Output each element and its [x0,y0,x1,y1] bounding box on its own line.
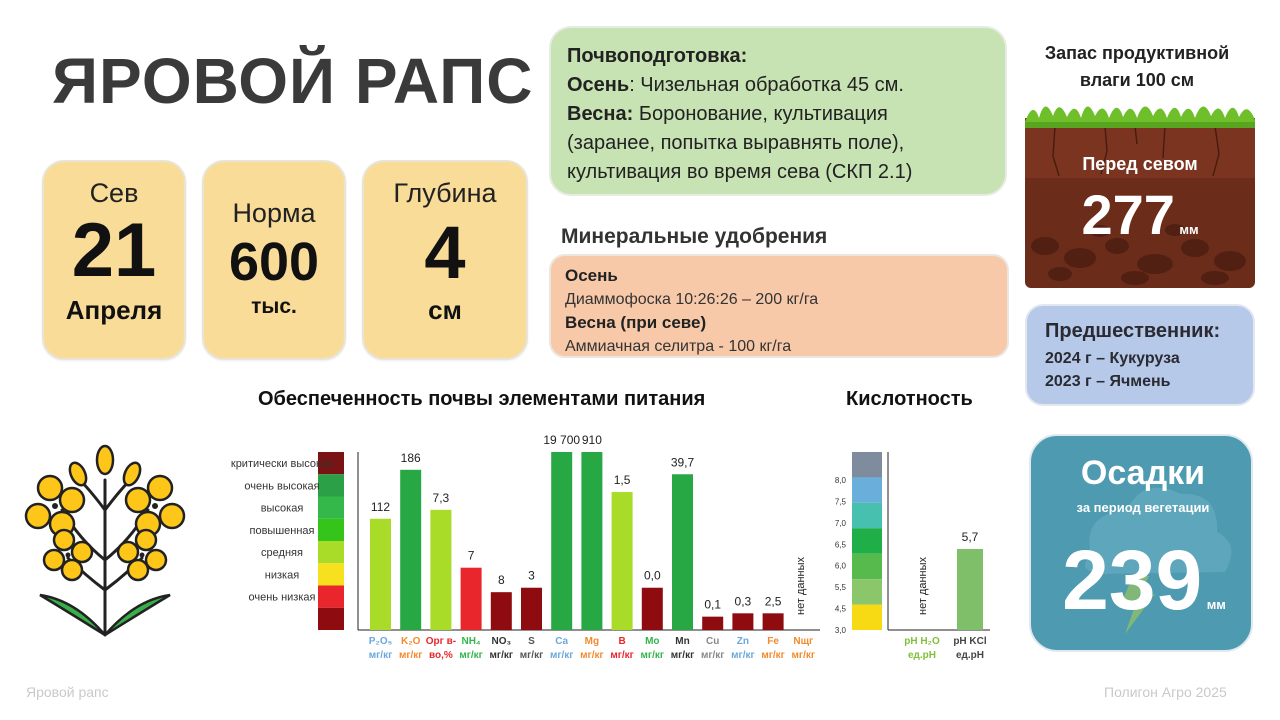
ph-category-label: pH H₂O [904,636,940,647]
bar [612,492,633,630]
bar [461,568,482,630]
seeding-rate-label: Норма [232,198,316,228]
scale-segment [318,563,344,585]
category-label: Mo [645,636,660,647]
precipitation-unit: мм [1206,597,1226,612]
scale-segment [318,541,344,563]
category-unit-label: мг/кг [549,650,574,661]
bar-value-label: 186 [400,450,421,465]
category-unit-label: мг/кг [761,650,785,661]
bar-value-label: 19 700 [543,433,581,447]
category-unit-label: мг/кг [700,650,725,661]
seeding-rate-unit: тыс. [251,295,297,318]
scale-level-label: повышенная [249,524,315,537]
bar [491,592,512,630]
bar-value-label: 910 [581,433,602,447]
seeding-rate-card [202,160,346,360]
seeding-rate-value: 600 [228,232,320,292]
ph-scale-segment [852,554,882,579]
soil-prep-line4: культивация во время сева (СКП 2.1) [567,161,913,183]
precipitation-heading: Осадки [1080,454,1206,492]
category-label: P₂O₅ [368,636,393,647]
precipitation-value-row [1037,532,1251,629]
ph-tick-label: 4,5 [834,604,846,614]
soil-prep-autumn-text: : Чизельная обработка 45 см. [629,74,904,96]
footer-right: Полигон Агро 2025 [1104,684,1227,700]
soil-prep-line3: (заранее, попытка выравнять поле), [567,132,905,154]
bar [581,452,602,630]
ph-tick-label: 6,0 [834,561,846,571]
bar [763,613,784,630]
bar-value-label: 39,7 [670,455,695,470]
category-label: Mg [584,636,600,647]
bar-value-label: 3 [528,568,535,583]
fertilizer-spring-text: Аммиачная селитра - 100 кг/га [565,338,792,355]
bar-value-label: 0,1 [704,597,722,612]
category-label: Mn [675,636,690,647]
fertilizer-autumn-label: Осень [565,266,618,285]
predecessor-line2: 2023 г – Ячмень [1045,373,1171,390]
fertilizer-heading: Минеральные удобрения [561,225,828,248]
ph-tick-label: 7,5 [834,497,846,507]
ph-tick-label: 8,0 [834,476,846,485]
bar [732,613,753,630]
category-unit-label: во,% [429,650,453,661]
category-unit-label: мг/кг [489,650,514,661]
soil-prep-spring-label: Весна: [567,103,634,125]
soil-prep-autumn-label: Осень [567,74,630,96]
ph-tick-label: 7,0 [834,518,846,528]
moisture-heading [1030,40,1244,94]
category-unit-label: мг/кг [580,650,604,661]
category-unit-label: мг/кг [731,650,755,661]
sowing-date-unit: Апреля [65,295,163,325]
ph-scale-segment [852,477,882,502]
bar-value-label: 0,3 [734,594,752,609]
category-label: NO₃ [491,636,512,647]
acidity-heading: Кислотность [846,388,973,410]
seeding-depth-unit: см [428,295,462,325]
moisture-label: Перед севом [1082,154,1198,174]
soil-prep-heading: Почвоподготовка: [567,45,748,67]
moisture-heading-line1: Запас продуктивной [1044,43,1230,63]
bar-value-label: 7,3 [432,490,450,505]
scale-segment [318,608,344,630]
scale-segment [318,497,344,519]
bar [642,588,663,630]
ph-category-label: pH KCl [953,636,987,647]
no-data-label: нет данных [795,556,807,615]
bar-value-label: 7 [467,548,475,563]
rapeseed-flower-icon [20,440,190,640]
category-label: K₂O [400,636,421,647]
moisture-heading-line2: влаги 100 см [1079,70,1195,90]
category-unit-label: мг/кг [459,650,483,661]
category-unit-label: мг/кг [640,650,665,661]
scale-segment [318,474,344,496]
precipitation-value: 239 [1062,533,1203,627]
ph-category-unit-label: ед.pH [955,650,985,661]
ph-no-data-label: нет данных [917,556,929,615]
category-label: Zn [736,636,750,647]
ph-tick-label: 6,5 [834,540,846,550]
category-unit-label: мг/кг [519,650,544,661]
ph-tick-label: 3,0 [834,626,846,635]
scale-level-label: низкая [264,569,300,582]
nutrients-heading: Обеспеченность почвы элементами питания [258,388,706,410]
predecessor-line1: 2024 г – Кукуруза [1045,350,1180,367]
soil-prep-box [549,26,1007,196]
bar [521,588,542,630]
page-title: ЯРОВОЙ РАПС [52,45,534,117]
fertilizer-spring-label: Весна (при севе) [565,313,707,332]
ph-scale-segment [852,503,882,528]
ph-category-unit-label: ед.pH [907,650,937,661]
seeding-depth-label: Глубина [393,178,497,208]
category-label: NH₄ [461,636,481,647]
ph-scale-segment [852,452,882,477]
scale-segment [318,586,344,608]
soil-prep-spring-text: Боронование, культивация [633,103,888,125]
scale-level-label: очень низкая [248,591,316,604]
footer-left: Яровой рапс [26,684,109,700]
ph-scale-segment [852,528,882,553]
category-unit-label: мг/кг [791,650,816,661]
moisture-value: 277 [1081,183,1175,246]
nutrients-chart [190,433,830,670]
bar-value-label: 112 [370,499,391,514]
scale-level-label: очень высокая [244,480,320,493]
predecessor-heading: Предшественник: [1045,320,1221,342]
sowing-date-value: 21 [71,208,157,293]
bar [370,519,391,630]
moisture-unit: мм [1179,222,1199,237]
fertilizer-box [549,254,1009,358]
category-label: Cu [706,636,720,647]
ph-scale-segment [852,579,882,604]
category-unit-label: мг/кг [610,650,634,661]
bar [430,510,451,630]
scale-level-label: высокая [260,502,304,515]
fertilizer-autumn-text: Диаммофоска 10:26:26 – 200 кг/га [565,291,819,308]
sowing-date-label: Сев [89,178,139,208]
ph-scale-segment [852,605,882,630]
category-label: S [528,636,535,647]
bar-value-label: 0,0 [643,568,661,583]
bar-value-label: 8 [497,573,505,588]
moisture-value-row [1025,182,1255,247]
bar-value-label: 2,5 [764,594,782,609]
bar [672,474,693,630]
sowing-date-card [42,160,186,360]
category-unit-label: мг/кг [368,650,393,661]
seeding-depth-card [362,160,528,360]
rapeseed-illustration [20,440,190,640]
category-label: Орг в- [425,636,457,647]
category-label: Nщг [793,636,814,647]
bar-value-label: 1,5 [613,473,631,488]
precipitation-subheading: за период вегетации [1076,500,1210,515]
soil-moisture-graphic [1025,96,1255,288]
predecessor-box [1025,304,1255,406]
category-unit-label: мг/кг [670,650,695,661]
seeding-depth-value: 4 [424,211,466,294]
bar [702,617,723,630]
scale-level-label: критически высокая [230,458,334,471]
scale-segment [318,519,344,541]
category-label: Ca [555,636,569,647]
ph-tick-label: 5,5 [834,583,846,593]
bar [551,452,572,630]
bar [400,470,421,630]
scale-level-label: средняя [261,547,303,560]
precipitation-box [1029,434,1253,652]
category-label: Fe [767,636,779,647]
ph-bar-value-label: 5,7 [961,530,979,544]
category-unit-label: мг/кг [398,650,423,661]
ph-bar [957,549,983,630]
category-label: B [618,636,626,647]
